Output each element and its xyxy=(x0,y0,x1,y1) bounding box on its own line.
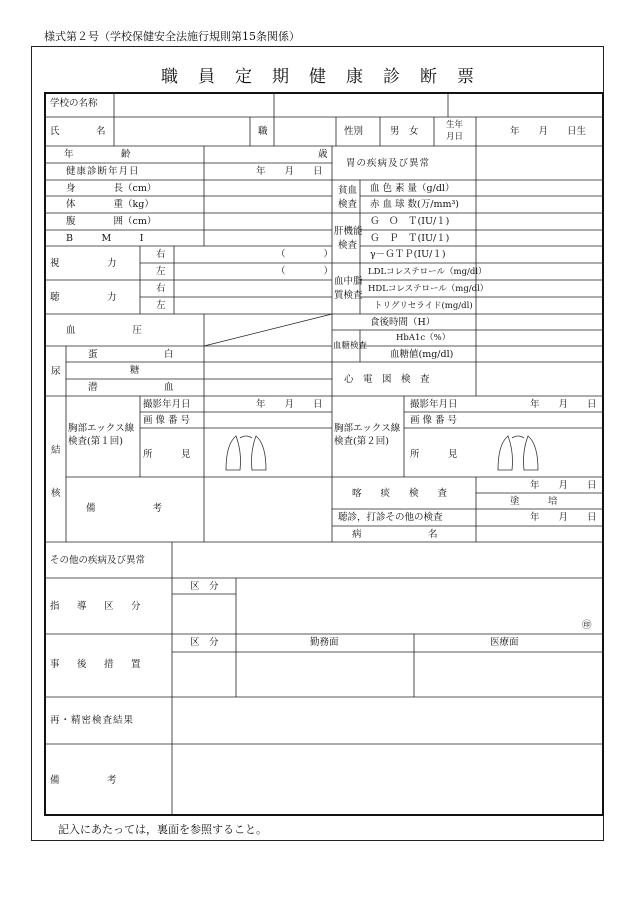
label-tb-a: 結 xyxy=(51,445,61,456)
label-bmi: B M I xyxy=(66,233,144,244)
label-exam-ymd: 年 月 日 xyxy=(256,166,323,177)
label-finding-2: 所 見 xyxy=(410,449,458,460)
label-birth-b: 月日 xyxy=(446,132,464,142)
label-lipid-b: 質検査 xyxy=(334,290,363,301)
label-school: 学校の名称 xyxy=(50,98,98,109)
form-title: 職員定期健康診断票 xyxy=(161,67,494,87)
label-anemia-a: 貧血 xyxy=(338,185,358,196)
label-got: Ｇ Ｏ Ｔ(IU/１) xyxy=(370,216,450,227)
label-hearing-right: 右 xyxy=(156,283,166,294)
label-tb-b: 核 xyxy=(51,488,61,499)
label-exam-date: 健康診断年月日 xyxy=(66,166,140,177)
label-hearing-left: 左 xyxy=(156,300,166,311)
label-vision: 視 力 xyxy=(50,258,117,269)
label-ecg: 心 電 図 検 査 xyxy=(344,374,430,385)
label-ldl: LDLコレステロール（mg/dl） xyxy=(368,267,487,277)
label-sugar: 糖 xyxy=(130,365,140,376)
label-disease: 病 名 xyxy=(352,529,438,540)
label-job: 職 xyxy=(258,126,268,137)
vision-right-paren: （ ） xyxy=(276,249,334,260)
lung-diagram-1 xyxy=(226,436,266,470)
label-other-disease: その他の疾病及び異常 xyxy=(50,555,146,566)
label-shoot-ymd-2: 年 月 日 xyxy=(530,399,597,410)
label-blood-pressure: 血 圧 xyxy=(66,325,143,336)
label-aftercare-division: 区 分 xyxy=(190,637,219,648)
label-weight: 体 重（kg） xyxy=(66,199,154,210)
label-remarks: 備 考 xyxy=(50,775,117,786)
label-birth-a: 生年 xyxy=(446,120,464,130)
label-remarks-tb: 備 考 xyxy=(86,503,163,514)
label-sputum-ymd: 年 月 日 xyxy=(530,480,597,491)
label-occult-blood: 潜 血 xyxy=(88,382,174,393)
label-hba1c: HbA1c（%） xyxy=(396,333,451,343)
label-guidance: 指 導 区 分 xyxy=(50,601,145,612)
label-sex-values: 男 女 xyxy=(390,126,419,137)
label-xray1-a: 胸部エックス線 xyxy=(68,423,135,434)
label-gpt: Ｇ Ｐ Ｔ(IU/１) xyxy=(370,233,450,244)
label-birth-ymd: 年 月 日生 xyxy=(510,126,587,137)
label-protein: 蛋 白 xyxy=(88,349,174,360)
label-glucose-test: 血糖検査 xyxy=(333,341,368,351)
label-shoot-ymd-1: 年 月 日 xyxy=(256,399,323,410)
vision-left-paren: （ ） xyxy=(276,266,334,277)
label-glucose: 血糖値(mg/dl) xyxy=(390,349,454,360)
label-culture: 塗 培 xyxy=(510,496,558,507)
label-guidance-division: 区 分 xyxy=(190,581,219,592)
label-vision-right: 右 xyxy=(156,249,166,260)
label-auscultation-ymd: 年 月 日 xyxy=(530,512,597,523)
label-age: 年 齢 xyxy=(64,149,131,160)
label-finding-1: 所 見 xyxy=(143,449,191,460)
form-number-note: 様式第２号（学校保健安全法施行規則第15条関係） xyxy=(44,30,300,43)
label-auscultation: 聴診，打診その他の検査 xyxy=(338,512,443,523)
label-urine: 尿 xyxy=(51,366,61,377)
label-xray2-b: 検査(第２回) xyxy=(334,436,389,447)
label-waist: 腹 囲（cm） xyxy=(66,216,157,227)
label-reexam: 再・精密検査結果 xyxy=(50,715,135,726)
label-ggtp: γ－ＧＴＰ(IU/１) xyxy=(370,249,446,260)
label-lipid-a: 血中脂 xyxy=(334,276,363,287)
label-work: 勤務面 xyxy=(310,637,339,648)
label-hearing: 聴 力 xyxy=(50,292,117,303)
label-liver-b: 検査 xyxy=(338,240,358,251)
label-sex: 性別 xyxy=(344,126,364,137)
label-name: 氏 名 xyxy=(50,126,108,137)
label-height: 身 長（cm） xyxy=(66,183,157,194)
label-image-no-2: 画 像 番 号 xyxy=(410,415,458,426)
label-liver-a: 肝機能 xyxy=(334,226,363,237)
label-shoot-date-2: 撮影年月日 xyxy=(410,399,458,410)
label-medical: 医療面 xyxy=(490,637,519,648)
label-xray1-b: 検査(第１回) xyxy=(68,436,123,447)
label-rbc: 赤 血 球 数(万/mm³) xyxy=(370,199,459,210)
label-hdl: HDLコレステロール（mg/dl） xyxy=(368,284,489,294)
seal-mark: ㊞ xyxy=(582,620,592,631)
label-hemoglobin: 血 色 素 量（g/dl） xyxy=(370,183,455,194)
label-triglyceride: トリグリセライド(mg/dl) xyxy=(374,301,473,311)
label-anemia-b: 検査 xyxy=(338,199,358,210)
label-meal-time: 食後時間（H） xyxy=(370,317,436,328)
label-shoot-date-1: 撮影年月日 xyxy=(143,399,191,410)
label-xray2-a: 胸部エックス線 xyxy=(334,423,401,434)
label-sai: 歳 xyxy=(318,149,328,160)
footer-note: 記入にあたっては，裏面を参照すること。 xyxy=(58,823,267,836)
label-vision-left: 左 xyxy=(156,266,166,277)
label-aftercare: 事 後 措 置 xyxy=(50,659,145,670)
label-stomach: 胃の疾病及び異常 xyxy=(346,158,431,169)
label-image-no-1: 画 像 番 号 xyxy=(143,415,191,426)
lung-diagram-2 xyxy=(498,436,538,470)
label-sputum: 喀 痰 検 査 xyxy=(352,488,448,499)
